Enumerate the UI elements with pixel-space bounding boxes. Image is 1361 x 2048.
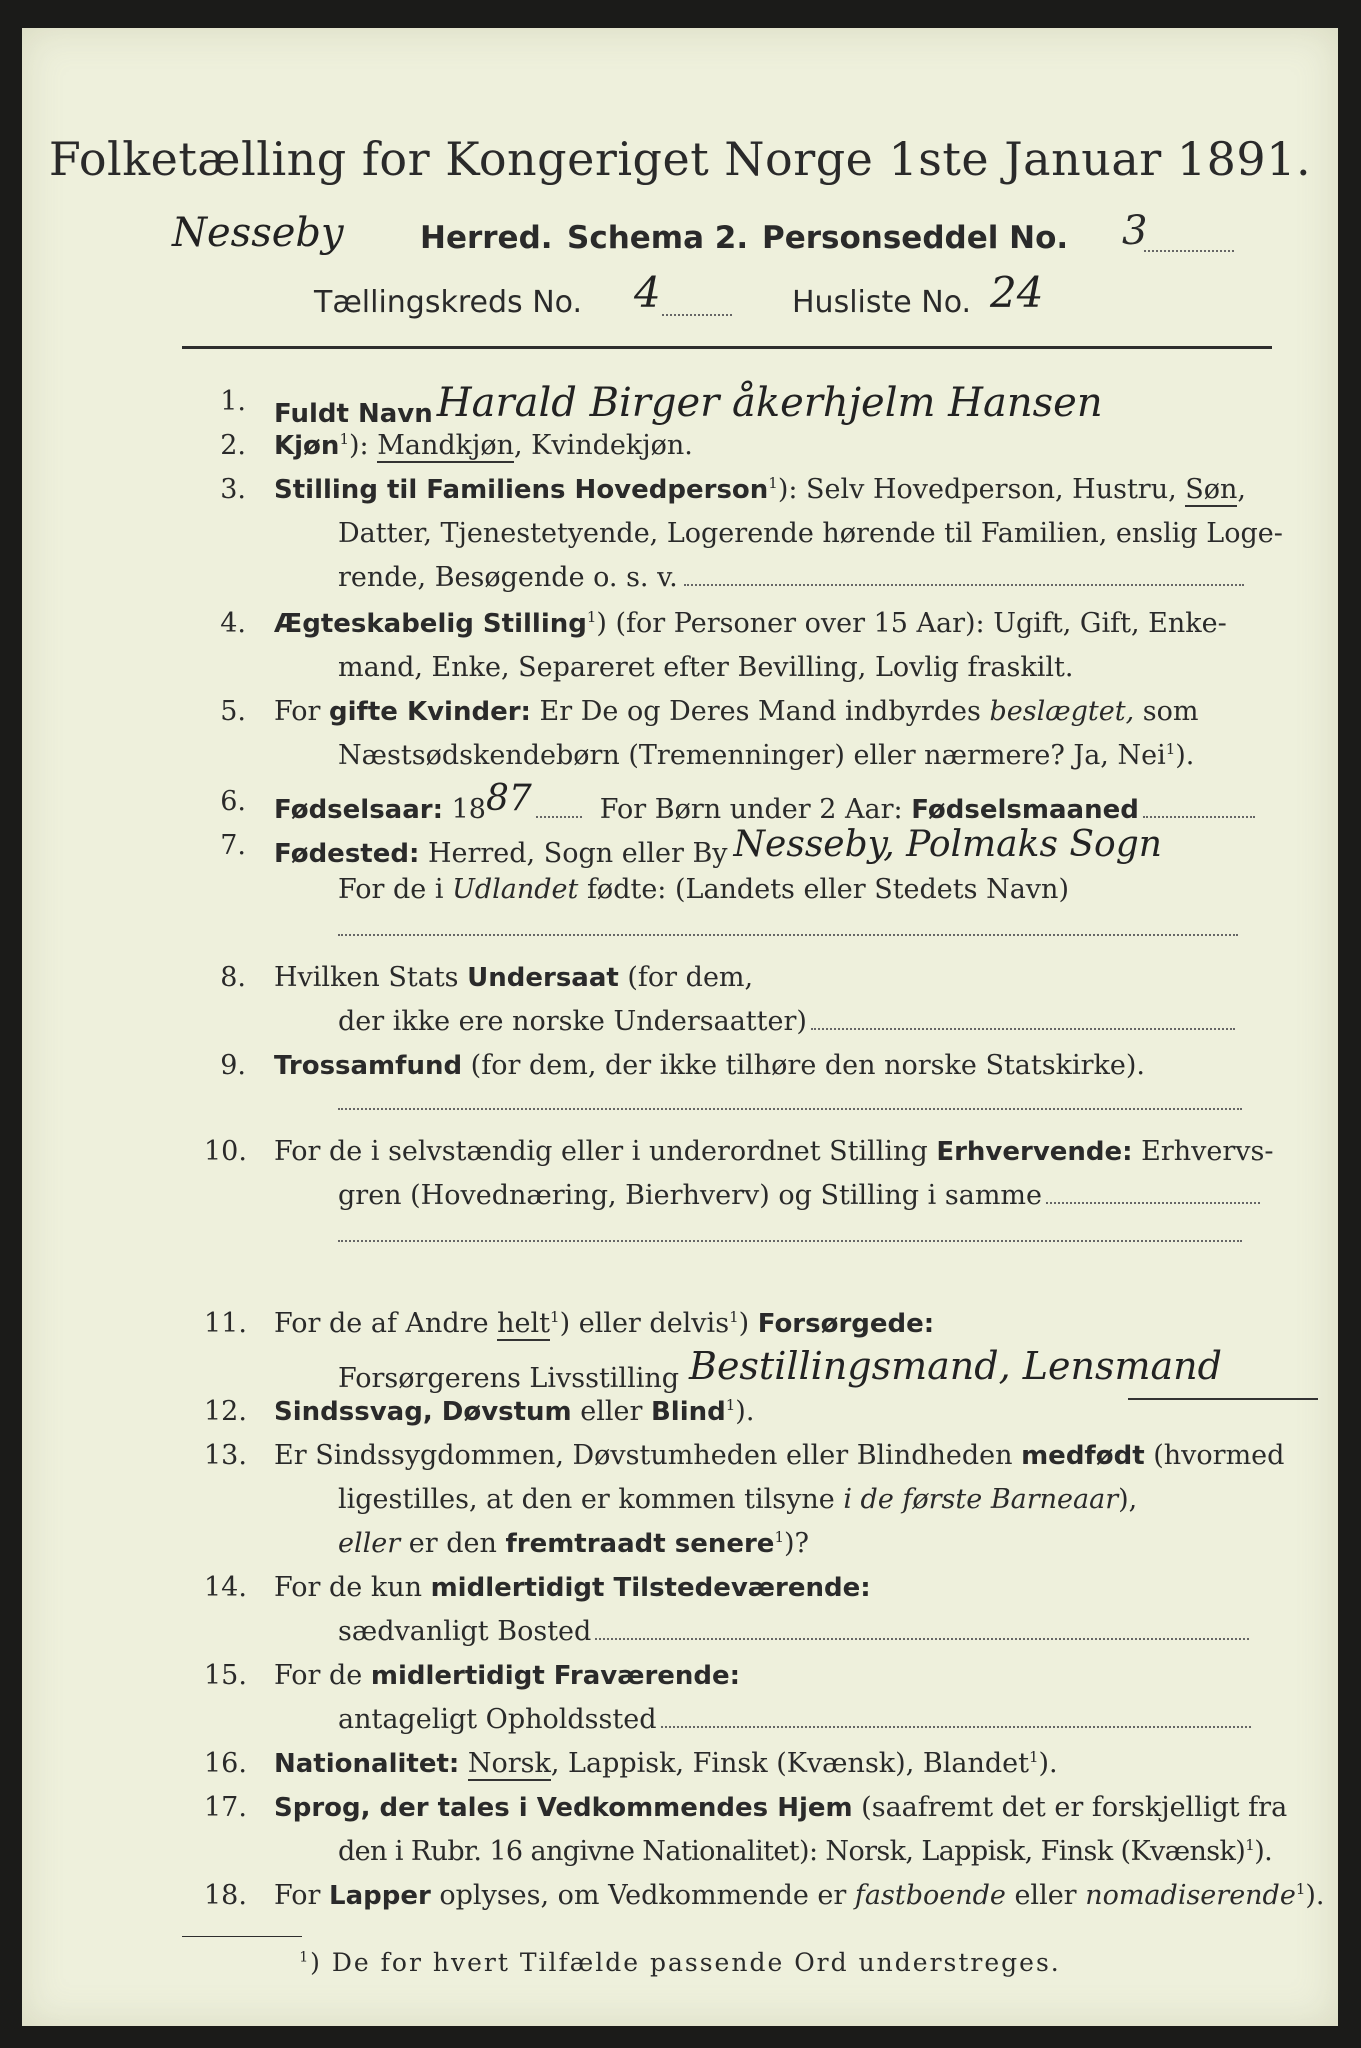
item-3-line2: Datter, Tjenestetyende, Logerende hørende til Familien, enslig Loge- bbox=[338, 518, 1283, 549]
option-helt-underlined[interactable]: helt bbox=[497, 1308, 551, 1339]
item-text: ). bbox=[1305, 1880, 1325, 1911]
item-label: Sindssvag, Døvstum bbox=[274, 1397, 572, 1427]
footnote-rule bbox=[182, 1936, 302, 1937]
item-number: 2. bbox=[220, 430, 246, 461]
item-13 bbox=[274, 1440, 1284, 1471]
item-6 bbox=[274, 778, 1255, 827]
full-name-value[interactable]: Harald Birger åkerhjelm Hansen bbox=[436, 380, 1103, 426]
fill-dots bbox=[1046, 1202, 1260, 1204]
item-label: Kjøn bbox=[274, 431, 340, 461]
item-label: Forsørgede: bbox=[757, 1309, 935, 1339]
footnote-ref: 1 bbox=[729, 1308, 739, 1326]
item-5-line2 bbox=[338, 740, 1194, 771]
item-7-line2 bbox=[338, 874, 1069, 905]
footnote-ref: 1 bbox=[339, 430, 349, 448]
item-number: 1. bbox=[220, 386, 246, 417]
item-text: ) bbox=[738, 1308, 758, 1339]
census-form bbox=[22, 28, 1338, 2026]
item-italic: eller bbox=[338, 1528, 401, 1559]
item-text: ) (for Personer over 15 Aar): Ugift, Gift, Enke- bbox=[596, 608, 1227, 639]
item-italic: beslægtet, bbox=[989, 696, 1135, 727]
item-text: For de i bbox=[338, 874, 453, 905]
item-text: For Børn under 2 Aar: bbox=[599, 794, 912, 825]
item-label: Fødselsaar: bbox=[274, 795, 443, 825]
item-label: midlertidigt Fraværende: bbox=[370, 1661, 741, 1691]
birthplace-value[interactable]: Nesseby, Polmaks Sogn bbox=[733, 824, 1162, 865]
item-number: 18. bbox=[204, 1880, 247, 1911]
item-text: For de af Andre bbox=[274, 1308, 498, 1339]
item-10-line2 bbox=[338, 1180, 1260, 1211]
item-7 bbox=[274, 824, 1162, 871]
handwritten-underline bbox=[1128, 1398, 1318, 1400]
item-text: ). bbox=[1038, 1748, 1058, 1779]
fill-dots bbox=[338, 1108, 1242, 1110]
kreds-label: Tællingskreds No. bbox=[314, 285, 582, 320]
item-text: For bbox=[274, 696, 330, 727]
item-text: den i Rubr. 16 angivne Nationalitet): Norsk, Lappisk, Finsk (Kvænsk) bbox=[338, 1836, 1246, 1867]
footnote-ref: 1 bbox=[1245, 1836, 1255, 1854]
item-number: 14. bbox=[204, 1572, 247, 1603]
item-number: 11. bbox=[204, 1308, 247, 1339]
option-mandkjon-underlined[interactable]: Mandkjøn bbox=[377, 430, 514, 461]
footnote-ref: 1 bbox=[725, 1396, 736, 1414]
item-number: 3. bbox=[220, 474, 246, 505]
item-text: som bbox=[1134, 696, 1199, 727]
footnote-ref: 1 bbox=[299, 1949, 311, 1966]
item-label: Fuldt Navn bbox=[274, 399, 433, 429]
item-4 bbox=[274, 608, 1227, 639]
item-number: 4. bbox=[220, 608, 246, 639]
schema-label: Schema 2. bbox=[567, 220, 749, 256]
item-italic: nomadiserende bbox=[1085, 1880, 1296, 1911]
fill-dots bbox=[811, 1028, 1235, 1030]
item-text: Herred, Sogn eller By bbox=[419, 838, 728, 869]
item-text: ): bbox=[348, 430, 378, 461]
item-number: 10. bbox=[204, 1136, 247, 1167]
item-16 bbox=[274, 1748, 1058, 1779]
item-1 bbox=[274, 380, 1103, 432]
item-text: , Kvindekjøn. bbox=[514, 430, 693, 461]
kreds-dots bbox=[662, 314, 732, 316]
item-2 bbox=[274, 430, 693, 461]
item-10 bbox=[274, 1136, 1274, 1167]
item-text: (hvormed bbox=[1144, 1440, 1285, 1471]
item-italic: fastboende bbox=[854, 1880, 1006, 1911]
item-text: (for dem, der ikke tilhøre den norske Statskirke). bbox=[462, 1050, 1145, 1081]
header-rule bbox=[182, 346, 1272, 349]
option-son-underlined[interactable]: Søn bbox=[1185, 474, 1238, 505]
item-number: 8. bbox=[220, 962, 246, 993]
footnote-ref: 1 bbox=[1028, 1748, 1039, 1766]
personseddel-number: 3 bbox=[1122, 208, 1148, 254]
footnote-ref: 1 bbox=[550, 1308, 560, 1326]
item-15 bbox=[274, 1660, 740, 1691]
option-norsk-underlined[interactable]: Norsk bbox=[467, 1748, 551, 1779]
year-prefix: 18 bbox=[443, 794, 486, 825]
item-text: (saafremt det er forskjelligt fra bbox=[852, 1792, 1288, 1823]
herred-label: Herred. bbox=[420, 220, 553, 256]
item-text: For de kun bbox=[274, 1572, 431, 1603]
item-3 bbox=[274, 474, 1246, 505]
fill-dots bbox=[684, 584, 1244, 586]
item-text: ligestilles, at den er kommen tilsyne bbox=[338, 1484, 844, 1515]
herred-value: Nesseby bbox=[172, 210, 344, 256]
item-italic: i de første Barneaar bbox=[843, 1484, 1119, 1515]
item-text: , bbox=[1237, 474, 1247, 505]
item-text: Forsørgerens Livsstilling bbox=[338, 1363, 680, 1394]
item-text: rende, Besøgende o. s. v. bbox=[338, 562, 678, 593]
item-13-line3 bbox=[338, 1528, 809, 1559]
item-text: Hvilken Stats bbox=[274, 962, 468, 993]
footnote-text: ) De for hvert Tilfælde passende Ord understreges. bbox=[310, 1948, 1061, 1977]
fill-dots bbox=[661, 1726, 1251, 1728]
item-text: fødte: (Landets eller Stedets Navn) bbox=[578, 874, 1069, 905]
item-text: antageligt Opholdssted bbox=[338, 1704, 657, 1735]
item-3-line3 bbox=[338, 562, 1244, 593]
item-text: ). bbox=[1175, 740, 1195, 771]
item-number: 5. bbox=[220, 696, 246, 727]
item-number: 16. bbox=[204, 1748, 247, 1779]
item-text: ). bbox=[1254, 1836, 1273, 1867]
husliste-number: 24 bbox=[990, 268, 1044, 317]
kreds-number: 4 bbox=[634, 268, 661, 317]
item-text: gren (Hovednæring, Bierhverv) og Stilling i samme bbox=[338, 1180, 1043, 1211]
item-text: der ikke ere norske Undersaatter) bbox=[338, 1006, 807, 1037]
provider-occupation-value[interactable]: Bestillingsmand, Lensmand bbox=[689, 1344, 1222, 1388]
item-number: 6. bbox=[220, 786, 246, 817]
item-5 bbox=[274, 696, 1198, 727]
item-text: )? bbox=[784, 1528, 810, 1559]
item-text: sædvanligt Bosted bbox=[338, 1616, 592, 1647]
footnote bbox=[22, 1948, 1338, 1977]
form-title: Folketælling for Kongeriget Norge 1ste Januar 1891. bbox=[48, 132, 1312, 186]
item-number: 9. bbox=[220, 1050, 246, 1081]
item-text: For bbox=[274, 1880, 330, 1911]
footnote-ref: 1 bbox=[586, 608, 597, 626]
item-9 bbox=[274, 1050, 1145, 1081]
item-4-line2: mand, Enke, Separeret efter Bevilling, Lovlig fraskilt. bbox=[338, 652, 1074, 683]
item-text: ). bbox=[735, 1396, 755, 1427]
item-14-line2 bbox=[338, 1616, 1249, 1647]
item-label: medfødt bbox=[1021, 1441, 1145, 1471]
item-label: Ægteskabelig Stilling bbox=[274, 609, 587, 639]
item-13-line2 bbox=[338, 1484, 1137, 1515]
item-text: Næstsødskendebørn (Tremenninger) eller nærmere? Ja, Nei bbox=[338, 740, 1166, 771]
footnote-ref: 1 bbox=[1295, 1880, 1306, 1898]
item-number: 7. bbox=[220, 830, 246, 861]
item-14 bbox=[274, 1572, 871, 1603]
item-label: Erhvervende: bbox=[936, 1137, 1133, 1167]
item-number: 12. bbox=[204, 1396, 247, 1427]
item-label: Undersaat bbox=[467, 963, 619, 993]
footnote-ref: 1 bbox=[774, 1528, 784, 1546]
husliste-label: Husliste No. bbox=[792, 285, 972, 320]
item-text: (for dem, bbox=[618, 962, 754, 993]
item-17 bbox=[274, 1792, 1287, 1823]
item-18 bbox=[274, 1880, 1325, 1911]
item-8 bbox=[274, 962, 753, 993]
item-text: ), bbox=[1118, 1484, 1138, 1515]
item-label: Fødselsmaaned bbox=[911, 795, 1139, 825]
footnote-ref: 1 bbox=[768, 474, 778, 492]
item-italic: Udlandet bbox=[452, 874, 579, 905]
item-number: 15. bbox=[204, 1660, 247, 1691]
fill-dots bbox=[338, 934, 1238, 936]
item-label: Blind bbox=[650, 1397, 726, 1427]
item-label: Sprog, der tales i Vedkommendes Hjem bbox=[274, 1793, 853, 1823]
item-label: Stilling til Familiens Hovedperson bbox=[274, 475, 769, 505]
item-8-line2 bbox=[338, 1006, 1235, 1037]
item-label: Fødested: bbox=[274, 839, 420, 869]
fill-dots bbox=[1143, 816, 1255, 818]
item-15-line2 bbox=[338, 1704, 1251, 1735]
item-label: Lapper bbox=[329, 1881, 431, 1911]
item-text: Er Sindssygdommen, Døvstumheden eller Blindheden bbox=[274, 1440, 1022, 1471]
item-number: 17. bbox=[204, 1792, 247, 1823]
fill-dots bbox=[338, 1240, 1242, 1242]
item-label: gifte Kvinder: bbox=[329, 697, 531, 727]
item-text: Erhvervs- bbox=[1132, 1136, 1274, 1167]
item-text: For de bbox=[274, 1660, 371, 1691]
item-text: ): Selv Hovedperson, Hustru, bbox=[777, 474, 1186, 505]
herred-row bbox=[172, 210, 344, 256]
birth-year-value[interactable]: 87 bbox=[485, 778, 532, 819]
item-number: 13. bbox=[204, 1440, 247, 1471]
item-text: Er De og Deres Mand indbyrdes bbox=[530, 696, 990, 727]
item-text: , Lappisk, Finsk (Kvænsk), Blandet bbox=[550, 1748, 1029, 1779]
item-17-line2 bbox=[338, 1836, 1272, 1867]
personseddel-label: Personseddel No. bbox=[762, 220, 1069, 256]
item-text: For de i selvstændig eller i underordnet Stilling bbox=[274, 1136, 937, 1167]
item-text: eller bbox=[571, 1396, 651, 1427]
item-text: ) eller delvis bbox=[559, 1308, 730, 1339]
item-label: fremtraadt senere bbox=[505, 1529, 775, 1559]
fill-dots bbox=[595, 1638, 1249, 1640]
item-label: Nationalitet: bbox=[274, 1749, 460, 1779]
fill-dots bbox=[536, 816, 582, 818]
item-12 bbox=[274, 1396, 754, 1427]
item-label: midlertidigt Tilstedeværende: bbox=[430, 1573, 871, 1603]
item-11-line2 bbox=[338, 1344, 1222, 1396]
item-text: er den bbox=[400, 1528, 506, 1559]
item-11 bbox=[274, 1308, 934, 1339]
footnote-ref: 1 bbox=[1165, 740, 1176, 758]
item-text: eller bbox=[1005, 1880, 1086, 1911]
item-label: Trossamfund bbox=[274, 1051, 463, 1081]
personseddel-dots bbox=[1144, 250, 1234, 252]
item-text: oplyses, om Vedkommende er bbox=[430, 1880, 855, 1911]
